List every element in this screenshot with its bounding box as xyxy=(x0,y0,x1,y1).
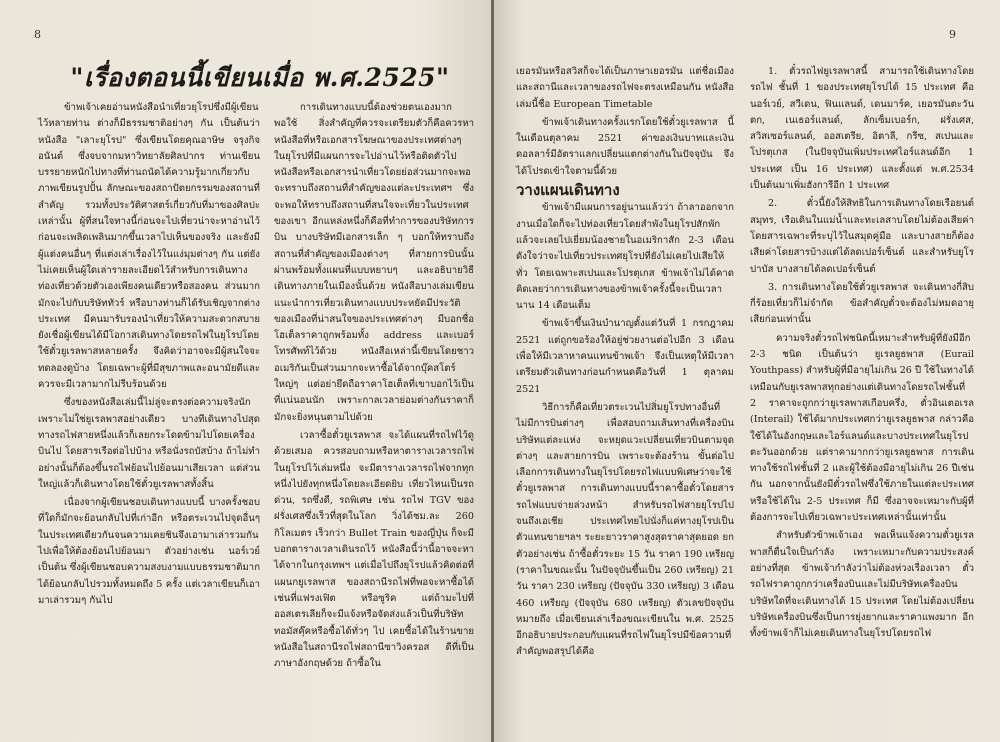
right-column-2 xyxy=(750,64,974,704)
paragraph: เยอรมันหรือสวิสก็จะได้เป็นภาษาเยอรมัน แต่ชื่อเมืองและสถานีและเวลาของรถไฟจะตรงเหมือนกัน หนังสือเล่มนี้ชื่อ European Timetable xyxy=(516,66,734,110)
chapter-title: "เรื่องตอนนี้เขียนเมื่อ พ.ศ.2525" xyxy=(70,63,450,92)
paragraph: ความจริงตั๋วรถไฟชนิดนี้เหมาะสำหรับผู้ที่ยังมีอีก 2-3 ชนิด เป็นต้นว่า ยูเรลยูธพาส (Eurail Youthpass) สำหรับผู้ที่มีอายุไม่เกิน 26 ปี ใช้ในทางได้เหมือนกับยูเรลพาสทุกอย่างแต่เดินทางโดยรถไฟชั้นที่ 2 ราคาจะถูกกว่ายูเรลพาสเกือบครึ่ง, ตั๋วอินเตอเรล (Interail) ใช้ได้มากประเทศกว่ายูเรลยูธพาส กล่าวคือใช้ได้ในอังกฤษและไอร์แลนด์และบางประเทศในยุโรปตะวันออกด้วย แต่ราคามากกว่ายูเรลยูธพาส การเดินทางใช้รถไฟชั้นที่ 2 และผู้ใช้ต้องมีอายุไม่เกิน 26 ปีเช่นกัน นอกจากนั้นยังมีตั๋วรถไฟซึ่งใช้ภายในแต่ละประเทศหรือใช้ได้ใน 2-5 ประเทศ ก็มี ซึ่งอาจจะเหมาะกับผู้ที่ต้องการจะไปเที่ยวเฉพาะประเทศเหล่านั้นเท่านั้น xyxy=(750,332,974,524)
paragraph: ซึ่งของหนังสือเล่มนี้ไม่ลู่จะตรงต่อความจริงนักเพราะไม่ใช่ยูเรลพาสอย่างเดียว บางทีเดินทางไปสุดทางรถไฟสายหนึ่งแล้วก็เลยกระโดดข้ามไปโดยเครื่องบินไป โดยสารเรือต่อไปบ้าง หรือนั่งรถบัสบ้าง ถ้าไม่ทำอย่างนั้นก็ต้องขึ้นรถไฟย้อนไปย้อนมาเสียเวลา แต่ส่วนใหญ่แล้วก็เดินทางโดยใช้ตั๋วยูเรลพาสทั้งสิ้น xyxy=(38,397,260,490)
paragraph: เวลาซื้อตั๋วยูเรลพาส จะได้แผนที่รถไฟไว้ดูด้วยเสมอ ควรสอบถามหรือหาตารางเวลารถไฟในยุโรปไว้เล่มหนึ่ง จะมีตารางเวลารถไฟจากทุกหนึ่งไปยังทุกหนึ่งโดยละเอียดยิบ เที่ยวไหนเป็นรถด่วน, รถซึ่งดี, รถพิเศษ เช่น รถไฟ TGV ของฝรั่งเศสซึ่งเร็วที่สุดในโลก วิ่งได้ชม.ละ 260 กิโลเมตร เร็วกว่า Bullet Train ของญี่ปุ่น ก็จะมีบอกตารางเวลาเดินรถไว้ หนังสือนี้ว่านี้อาจจะหาได้จากในกรุงเทพฯ แต่เมื่อไปถึงยุโรปแล้วคิดต่อที่แผนกยูเรลพาส ของสถานีรถไฟที่พอจะหาซื้อได้ เช่นที่แฟรงเฟิต หรือซูริค แต่ถ้ามะไปที่ออสเตรเลียก็จะมีแจ้งหรือจัดส่งแล้วเป็นที่บริษัททอมัสคุ๊คหรือซื้อได้ทั่วๆ ไป เคยซื้อได้ในร้านขายหนังสือในสถานีรถไฟสถานีซาวิงครอส ดีที่เป็นภาษาอังกฤษด้วย ถ้าซื้อใน xyxy=(274,429,474,670)
numbered-item: 3. การเดินทางโดยใช้ตั๋วยูเรลพาส จะเดินทางกี่สิบกี่ร้อยเที่ยวก็ไม่จำกัด ข้อสำคัญตั๋วจะต้องไม่หมดอายุเสียก่อนเท่านั้น xyxy=(750,281,974,326)
paragraph: ข้าพเจ้ามีแผนการอยู่นานแล้วว่า ถ้าลาออกจากงานเมื่อใดก็จะไปท่องเที่ยวโดยสำพังในยุโรปสักพักแล้วจะเลยไปเยี่ยมน้องชายในอเมริกาสัก 2-3 เดือน ดังใจว่าจะไปเที่ยวประเทศยุโรปที่ยังไม่เคยไปเสียให้ทั่ว โดยเฉพาะสเปนและโปรตุเกส ข้าพเจ้าไม่ได้คาดคิดเลยว่าการเดินทางของข้าพเจ้าครั้งนี้จะเป็นเวลานาน 14 เดือนเต็ม xyxy=(516,202,734,312)
paragraph: วิธีการก็คือเที่ยวตระเวนไปสิ่มยูโรปทางอื่นที่ไม่มีการบินต่างๆ เพื่อสอบถามเส้นทางที่เครื่องบิน บริษัทแต่ละแห่ง จะหยุดแวะเปลี่ยนเที่ยวบินตามจุดต่างๆ และสายการบิน เพราะจะต้องร้าน ขั้นต่อไปเลือกการเดินทางในยุโรปโดยรถไฟแบบพิเศษว่าจะใช้ตั๋วยูเรลพาส การเดินทางแบบนี้ราคาซื้อตั๋วโดยสารรถไฟแบบจ่ายล่วงหน้า สำหรับรถไฟสายยุโรปไปจนถึงเอเชีย ประเทศไทยไปนั่งก็แค่ทางยุโรปเป็นตัวแทนขายฯลฯ ระยะยาวราคาสูงสุดราคาสุดยอด ยกตัวอย่างเช่น ถ้าซื้อตั๋วระยะ 15 วัน ราคา 190 เหรียญ (ราคาในขณะนั้น ในปัจจุบันขึ้นเป็น 260 เหรียญ) 21 วัน ราคา 230 เหรียญ (ปัจจุบัน 330 เหรียญ) 3 เดือน 460 เหรียญ (ปัจจุบัน 680 เหรียญ) ตัวเลขปัจจุบันหมายถึง เมื่อเขียนเล่าเรื่องขณะเขียนใน พ.ศ. 2525 อีกอธิบายประกอบกับแผนที่รถไฟในยุโรปมีข้อความที่สำคัญพอสรุปได้คือ xyxy=(516,401,734,658)
left-column-2 xyxy=(274,100,474,740)
paragraph: เนื่องจากผู้เขียนชอบเดินทางแบบนี้ บางครั้งชอบที่ใดก็มักจะย้อนกลับไปที่เก่าอีก หรือตระเวนไปจุดอื่นๆ ในประเทศเดียวกันจนความเคยชินจึงเอามาเล่ารวมกันไปเพื่อให้ต้องย้อนไปย้อนมา ตัวอย่างเช่น นอร์เวย์เป็นต้น ซึ่งผู้เขียนชอบความสงบงามแบบธรรมชาติมากได้ย้อนกลับไปรวมทั้งหมดถึง 5 ครั้ง แต่เวลาเขียนก็เอามาเล่ารวมๆ กันไป xyxy=(38,497,261,606)
numbered-item: 1. ตั๋วรถไฟยูเรลพาสนี้ สามารถใช้เดินทางโดยรถไฟ ชั้นที่ 1 ของประเทศยุโรปได้ 15 ประเทศ คือ นอร์เวย์, สวีเดน, ฟินแลนด์, เดนมาร์ค, เยอรมันตะวันตก, เนเธอร์แลนด์, ลักเซ็มเบอร์ก, ฝรั่งเศส, สวิสเซอร์แลนด์, ออสเตรีย, อิตาลี, กรีซ, สเปนและโปรตุเกส (ในปัจจุบันเพิ่มประเทศไอร์แลนด์อีก 1 ประเทศ เป็น 16 ประเทศ) และตั้งแต่ พ.ศ.2534 เป็นต้นมาเพิ่มฮังการีอีก 1 ประเทศ xyxy=(750,66,974,192)
right-page xyxy=(494,0,1000,742)
left-page xyxy=(0,0,492,742)
right-page-number: 9 xyxy=(949,28,956,41)
left-column-1 xyxy=(38,100,260,710)
left-page-number: 8 xyxy=(34,28,41,41)
paragraph: ข้าพเจ้าขึ้นเงินบำนาญตั้งแต่วันที่ 1 กรกฎาคม 2521 แต่ถูกขอร้องให้อยู่ช่วยงานต่อไปอีก 3 เดือน เพื่อให้มีเวลาหาคนแทนข้าพเจ้า จึงเป็นเหตุให้มีเวลาเตรียมตัวเดินทางก่อนกำหนดคือวันที่ 1 ตุลาคม 2521 xyxy=(516,318,734,395)
paragraph: ข้าพเจ้าเคยอ่านหนังสือนำเที่ยวยุโรปซึ่งมีผู้เขียนไว้หลายท่าน ต่างก็มีธรรมชาติอย่างๆ กัน เป็นต้นว่าหนังสือ "เลาะยุโรป" ซึ่งเขียนโดยคุณอาษิษ จรุงกิจอนันต์ ซึ่งจบจากมหาวิทยาลัยศิลปากร ท่านเขียนบรรยายหนักไปทางที่ท่านถนัดได้ความรู้มากเกี่ยวกับภาพเขียนรูปปั้น ลักษณะของสถาปัตยกรรมของสถานที่สำคัญ รวมทั้งประวัติศาสตร์เกี่ยวกับที่มาของศิลปะเหล่านั้น ผู้ที่สนใจทางนี้ก่อนจะไปเที่ยวน่าจะหาอ่านไว้ก่อนจะเพลิดเพลินมากขึ้นเวลาไปเห็นของจริง และยังมีผู้แต่งคนอื่นๆ ที่แต่งเล่าเรื่องไว้ในแง่มุมต่างๆ กัน แต่ยังไม่เคยเห็นผู้ใดเล่ารายละเอียดไว้สำหรับการเดินทางท่องเที่ยวด้วยตัวเองเพียงคนเดียวหรือสองคน ส่วนมากมักจะไปกับบริษัททัวร์ หรือบางท่านก็ได้รับเชิญจากต่างประเทศ มีคนมารับรองนำเที่ยวให้ความสะดวกสบาย ยังเชื่อผู้เขียนได้มีโอกาสเดินทางโดยรถไฟในยุโรปโดยใช้ตั๋วยูเรลพาสหลายครั้ง จึงคิดว่าอาจจะมีผู้สนใจจะทดลองดูบ้าง โดยเฉพาะผู้ที่มีสุขภาพและอนามัยดีและควรจะมีเวลามากไม่รีบร้อนด้วย xyxy=(38,102,260,391)
right-column-1 xyxy=(516,64,734,704)
numbered-item: 2. ตั๋วนี้ยังให้สิทธิในการเดินทางโดยเรือยนต์สมุทร, เรือเดินในแม่น้ำและทะเลสาบโดยไม่ต้องเสียค่าโดยสารเฉพาะที่ระบุไว้ในสมุดคู่มือ และบางสายก็ต้องเสียค่าโดยสารบ้างแต่ได้ลดเปอร์เซ็นต์ และสำหรับยูโรปาบัส บางสายได้ลดเปอร์เซ็นต์ xyxy=(750,198,974,275)
paragraph: สำหรับตัวข้าพเจ้าเอง พอเห็นแจ้งความตั๋วยูเรลพาสก็ตื่นใจเป็นกำลัง เพราะเหมาะกับความประสงค์อย่างที่สุด ข้าพเจ้ากำลังว่าไม่ต้องห่วงเรื่องเวลา ตั๋วรถไฟราคาถูกกว่าเครื่องบินและไม่มีบริษัทเครื่องบินบริษัทใดที่จะเดินทางได้ 15 ประเทศ โดยไม่ต้องเปลี่ยนบริษัทเครื่องบินซึ่งเป็นการยุ่งยากและราคาแพงมาก อีกทั้งข้าพเจ้าก็ไม่เคยเดินทางในยุโรปโดยรถไฟ xyxy=(750,530,974,640)
paragraph: ข้าพเจ้าเดินทางครั้งแรกโดยใช้ตั๋วยูเรลพาส นี้ในเดือนตุลาคม 2521 ค่าของเงินบาทและเงินดอลลาร์มีอัตราแลกเปลี่ยนแตกต่างกันในปัจจุบัน จึงได้โปรดเข้าใจตามนี้ด้วย xyxy=(516,116,734,177)
section-heading: วางแผนเดินทาง xyxy=(516,181,620,200)
paragraph: การเดินทางแบบนี้ต้องช่วยตนเองมากพอใช้ สิ่งสำคัญที่ควรจะเตรียมตัวก็คือควรหาหนังสือที่หรือเอกสารโฆษณาของประเทศต่างๆ ในยุโรปที่มีแผนการจะไปอ่านไว้หรือติดตัวไปหนังสือหรือเอกสารนำเที่ยวโดยย่อส่วนมากจะพอจะทราบถึงสถานที่สำคัญของแต่ละประเทศฯ ซึ่งจะพอให้ทราบถึงสถานที่สนใจจะเที่ยวในประเทศของเขา อีกแหล่งหนึ่งก็คือที่ทำการของบริษัทการบิน บางบริษัทมีเอกสารเล็ก ๆ บอกให้ทราบถึงสถานที่สำคัญของเมืองต่างๆ ที่สายการบินนั้นผ่านพร้อมทั้งแผนที่แบบหยาบๆ และอธิบายวิธีเดินทางภายในเมืองนั้นด้วย หนังสือบางเล่มเขียนแนะนำการเที่ยวเดินทางแบบประหยัดมีประวัติของเมืองที่น่าสนใจของประเทศต่างๆ มีบอกชื่อโฮเต็ลราคาถูกพร้อมทั้ง address และเบอร์โทรศัพท์ไว้ด้วย หนังสือเหล่านี้เขียนโดยชาวอเมริกันเป็นส่วนมากจะหาซื้อได้จากบุ๊คสโตร์ใหญ่ๆ แต่อย่ายึดถือราคาโฮเต็ลที่เขาบอกไว้เป็นที่แน่นอนนัก เพราะกาลเวลาย่อมต่างกันราคาก็มักจะยิ่งหนุนตามไปด้วย xyxy=(274,102,474,423)
